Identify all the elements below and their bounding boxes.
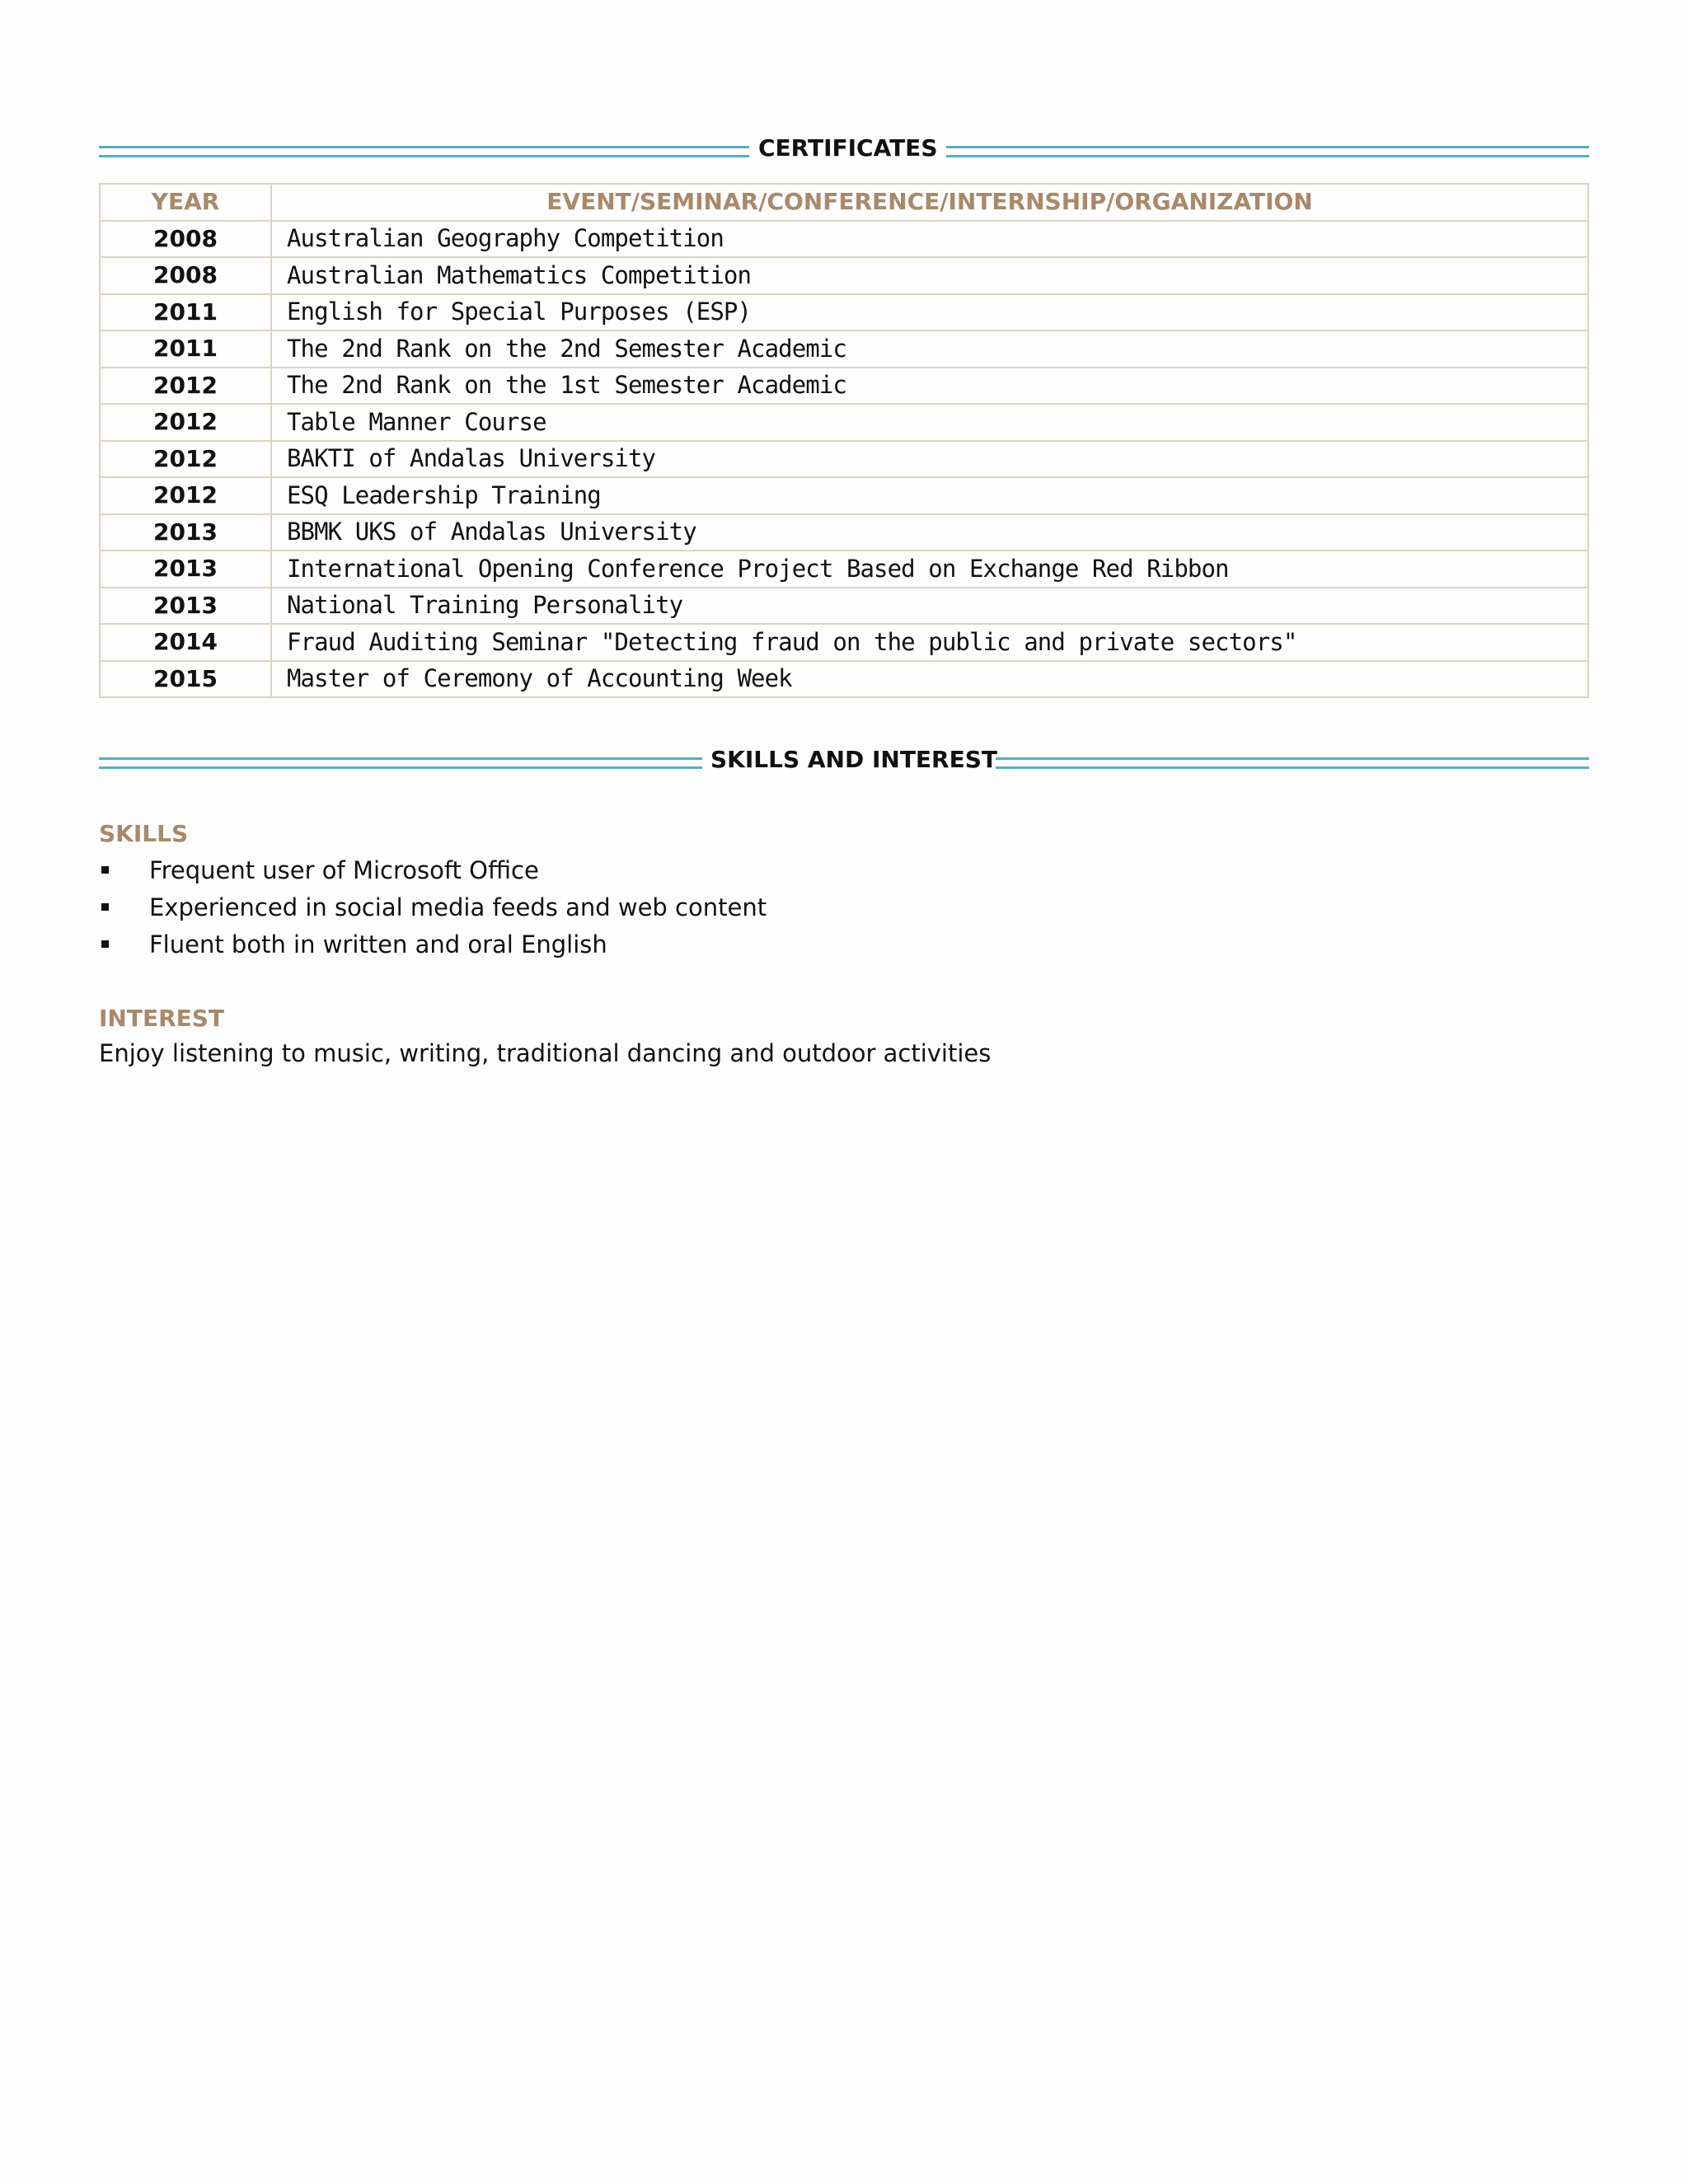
year-cell: 2013 bbox=[100, 514, 271, 551]
list-item bbox=[99, 893, 1253, 930]
skills-interest-section-header bbox=[99, 745, 1589, 778]
year-column-header: YEAR bbox=[100, 184, 271, 221]
skills-heading: SKILLS bbox=[99, 820, 189, 847]
event-cell: National Training Personality bbox=[271, 588, 1588, 625]
event-cell: Australian Geography Competition bbox=[271, 221, 1588, 258]
year-cell: 2012 bbox=[100, 441, 271, 478]
square-bullet-icon bbox=[101, 940, 109, 948]
skill-text: Experienced in social media feeds and web content bbox=[149, 893, 767, 921]
table-row bbox=[100, 477, 1588, 514]
event-cell: BAKTI of Andalas University bbox=[271, 441, 1588, 478]
year-cell: 2012 bbox=[100, 368, 271, 405]
interest-heading: INTEREST bbox=[99, 1005, 225, 1032]
table-row bbox=[100, 368, 1588, 405]
table-row bbox=[100, 330, 1588, 368]
event-cell: English for Special Purposes (ESP) bbox=[271, 294, 1588, 331]
table-row bbox=[100, 588, 1588, 625]
list-item bbox=[99, 855, 1253, 893]
list-item bbox=[99, 930, 1253, 967]
table-row bbox=[100, 661, 1588, 698]
year-cell: 2012 bbox=[100, 404, 271, 441]
square-bullet-icon bbox=[101, 866, 109, 874]
header-rule-right bbox=[996, 757, 1589, 769]
skill-text: Fluent both in written and oral English bbox=[149, 930, 607, 958]
event-cell: ESQ Leadership Training bbox=[271, 477, 1588, 514]
table-row bbox=[100, 221, 1588, 258]
table-row bbox=[100, 257, 1588, 294]
certificates-table bbox=[99, 183, 1589, 698]
header-rule-right bbox=[946, 146, 1589, 157]
table-row bbox=[100, 404, 1588, 441]
event-cell: Australian Mathematics Competition bbox=[271, 257, 1588, 294]
header-rule-left bbox=[99, 146, 749, 157]
certificates-section-header bbox=[99, 134, 1589, 166]
interest-text: Enjoy listening to music, writing, traditional dancing and outdoor activities bbox=[99, 1039, 992, 1067]
event-cell: International Opening Conference Project Based on Exchange Red Ribbon bbox=[271, 551, 1588, 588]
table-header-row bbox=[100, 184, 1588, 221]
year-cell: 2014 bbox=[100, 624, 271, 661]
table-row bbox=[100, 441, 1588, 478]
event-column-header: EVENT/SEMINAR/CONFERENCE/INTERNSHIP/ORGANIZATION bbox=[271, 184, 1588, 221]
event-cell: The 2nd Rank on the 1st Semester Academic bbox=[271, 368, 1588, 405]
square-bullet-icon bbox=[101, 903, 109, 911]
table-row bbox=[100, 551, 1588, 588]
certificates-title: CERTIFICATES bbox=[758, 134, 938, 162]
year-cell: 2008 bbox=[100, 257, 271, 294]
year-cell: 2013 bbox=[100, 551, 271, 588]
year-cell: 2011 bbox=[100, 294, 271, 331]
year-cell: 2015 bbox=[100, 661, 271, 698]
event-cell: The 2nd Rank on the 2nd Semester Academic bbox=[271, 330, 1588, 368]
table-row bbox=[100, 294, 1588, 331]
year-cell: 2012 bbox=[100, 477, 271, 514]
table-row bbox=[100, 624, 1588, 661]
skill-text: Frequent user of Microsoft Office bbox=[149, 856, 539, 884]
year-cell: 2013 bbox=[100, 588, 271, 625]
event-cell: Master of Ceremony of Accounting Week bbox=[271, 661, 1588, 698]
skills-interest-title: SKILLS AND INTEREST bbox=[710, 746, 998, 773]
skills-list bbox=[99, 855, 1253, 967]
year-cell: 2008 bbox=[100, 221, 271, 258]
year-cell: 2011 bbox=[100, 330, 271, 368]
event-cell: BBMK UKS of Andalas University bbox=[271, 514, 1588, 551]
header-rule-left bbox=[99, 757, 702, 769]
event-cell: Fraud Auditing Seminar "Detecting fraud on the public and private sectors" bbox=[271, 624, 1588, 661]
table-row bbox=[100, 514, 1588, 551]
event-cell: Table Manner Course bbox=[271, 404, 1588, 441]
